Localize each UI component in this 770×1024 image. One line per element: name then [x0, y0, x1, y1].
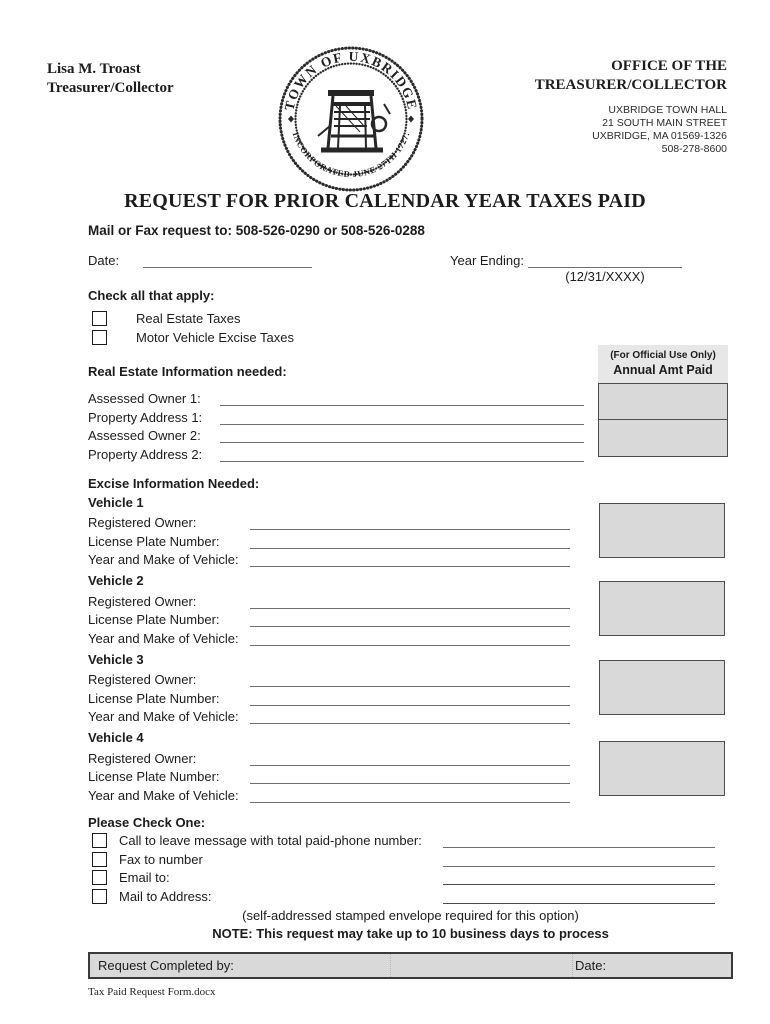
office-address: [427, 104, 727, 156]
property-address2-input-line[interactable]: [220, 461, 584, 462]
year-ending-label: Year Ending:: [450, 253, 524, 268]
field-row: [88, 687, 733, 706]
email-option-checkbox[interactable]: [92, 870, 107, 885]
excise-option-row: [88, 328, 733, 346]
assessed-owner1-input-line[interactable]: [220, 405, 584, 406]
property-address1-input-line[interactable]: [220, 424, 584, 425]
filename-footer: Tax Paid Request Form.docx: [88, 986, 216, 998]
mail-fax-instruction: Mail or Fax request to: 508-526-0290 or 508-526-0288: [88, 223, 425, 238]
date-input-line[interactable]: [143, 267, 312, 268]
real-estate-heading: Real Estate Information needed:: [88, 364, 287, 379]
vehicle4-plate-input-line[interactable]: [250, 783, 570, 784]
registered-owner-label: Registered Owner:: [88, 750, 197, 766]
envelope-note: (self-addressed stamped envelope required for this option): [242, 907, 579, 923]
excise-option-label: Motor Vehicle Excise Taxes: [136, 329, 294, 345]
field-row: [88, 388, 733, 406]
vehicle3-owner-input-line[interactable]: [250, 686, 570, 687]
town-seal: [275, 44, 427, 194]
vehicle4-owner-input-line[interactable]: [250, 765, 570, 766]
field-row: [88, 590, 733, 609]
real-estate-option-row: [88, 309, 733, 327]
field-row: [88, 706, 733, 725]
contact-option-row: [88, 832, 733, 851]
year-make-label: Year and Make of Vehicle:: [88, 552, 239, 568]
vehicle2-title: Vehicle 2: [88, 573, 144, 589]
processing-note: NOTE: This request may take up to 10 business days to process: [212, 925, 609, 941]
request-completed-by-label: Request Completed by:: [98, 957, 234, 973]
date-year-row: [88, 251, 733, 268]
email-input-line[interactable]: [443, 884, 715, 885]
official-use-line1: (For Official Use Only): [610, 350, 716, 361]
license-plate-label: License Plate Number:: [88, 690, 220, 706]
call-option-label: Call to leave message with total paid-phone number:: [119, 833, 422, 849]
vehicle1-group: [88, 494, 733, 568]
contact-option-row: [88, 887, 733, 906]
excise-checkbox[interactable]: [92, 330, 107, 345]
completed-date-label: Date:: [575, 957, 607, 973]
address-line: 508-278-8600: [661, 143, 727, 155]
license-plate-label: License Plate Number:: [88, 612, 220, 628]
field-row: [88, 549, 733, 568]
date-label: Date:: [88, 253, 120, 268]
vehicle1-plate-input-line[interactable]: [250, 548, 570, 549]
mail-option-checkbox[interactable]: [92, 889, 107, 904]
fax-number-input-line[interactable]: [443, 866, 715, 867]
office-block: [427, 57, 727, 194]
please-check-one-heading: Please Check One:: [88, 814, 206, 830]
real-estate-option-label: Real Estate Taxes: [136, 310, 241, 326]
assessed-owner2-input-line[interactable]: [220, 442, 584, 443]
registered-owner-label: Registered Owner:: [88, 672, 197, 688]
vehicle2-plate-input-line[interactable]: [250, 626, 570, 627]
seal-left-star-icon: [288, 116, 294, 123]
vehicle3-title: Vehicle 3: [88, 651, 144, 667]
field-row: [88, 609, 733, 628]
uxbridge-seal-icon: [276, 44, 426, 194]
office-title-line1: OFFICE OF THE: [611, 58, 727, 74]
call-phone-input-line[interactable]: [443, 847, 715, 848]
vehicle4-yearmake-input-line[interactable]: [250, 802, 570, 803]
field-row: [88, 747, 733, 766]
form-body: [88, 222, 733, 979]
contact-name: Lisa M. Troast: [47, 61, 141, 77]
vehicle3-plate-input-line[interactable]: [250, 705, 570, 706]
vehicle4-title: Vehicle 4: [88, 730, 144, 746]
vehicle3-group: [88, 651, 733, 725]
field-row: [88, 669, 733, 688]
svg-text:INCORPORATED JUNE 27TH 1727.: [291, 131, 412, 179]
official-use-line2: Annual Amt Paid: [613, 363, 713, 377]
mail-option-label: Mail to Address:: [119, 888, 212, 904]
vehicle1-yearmake-input-line[interactable]: [250, 566, 570, 567]
field-row: [88, 766, 733, 785]
property-address2-label: Property Address 2:: [88, 446, 203, 462]
vehicle2-group: [88, 572, 733, 646]
address-line: UXBRIDGE TOWN HALL: [608, 104, 727, 116]
vehicle1-owner-input-line[interactable]: [250, 529, 570, 530]
license-plate-label: License Plate Number:: [88, 769, 220, 785]
field-row: [88, 627, 733, 646]
real-estate-checkbox[interactable]: [92, 311, 107, 326]
seal-bottom-text: INCORPORATED JUNE 27TH 1727.: [290, 130, 412, 180]
address-line: UXBRIDGE, MA 01569-1326: [592, 130, 727, 142]
field-row: [88, 406, 733, 424]
mail-address-input-line[interactable]: [443, 903, 715, 904]
bar-divider: [390, 954, 391, 977]
fax-option-checkbox[interactable]: [92, 852, 107, 867]
contact-option-row: [88, 869, 733, 888]
registered-owner-label: Registered Owner:: [88, 593, 197, 609]
contact-option-row: [88, 850, 733, 869]
assessed-owner2-label: Assessed Owner 2:: [88, 428, 201, 444]
request-completed-bar: [88, 952, 733, 979]
office-title-line2: TREASURER/COLLECTOR: [534, 77, 727, 93]
contact-title: Treasurer/Collector: [47, 80, 174, 96]
bar-divider: [572, 954, 573, 977]
contact-block: [47, 60, 275, 194]
vehicle2-owner-input-line[interactable]: [250, 608, 570, 609]
call-option-checkbox[interactable]: [92, 833, 107, 848]
seal-top-text: TOWN OF UXBRIDGE: [281, 48, 421, 112]
property-address1-label: Property Address 1:: [88, 409, 203, 425]
address-line: 21 SOUTH MAIN STREET: [602, 117, 727, 129]
loom-illustration-icon: [318, 90, 390, 150]
page-title: REQUEST FOR PRIOR CALENDAR YEAR TAXES PAID: [124, 190, 646, 212]
year-make-label: Year and Make of Vehicle:: [88, 630, 239, 646]
seal-right-star-icon: [408, 116, 414, 123]
vehicle1-title: Vehicle 1: [88, 494, 144, 510]
field-row: [88, 425, 733, 443]
year-ending-hint: (12/31/XXXX): [565, 269, 645, 284]
letterhead: [0, 0, 770, 194]
fax-option-label: Fax to number: [119, 851, 203, 867]
vehicle4-group: [88, 729, 733, 803]
check-all-heading: Check all that apply:: [88, 288, 215, 303]
field-row: [88, 512, 733, 531]
email-option-label: Email to:: [119, 870, 170, 886]
vehicle2-yearmake-input-line[interactable]: [250, 645, 570, 646]
field-row: [88, 443, 733, 461]
year-make-label: Year and Make of Vehicle:: [88, 787, 239, 803]
excise-heading: Excise Information Needed:: [88, 475, 260, 491]
field-row: [88, 784, 733, 803]
vehicle3-yearmake-input-line[interactable]: [250, 723, 570, 724]
assessed-owner1-label: Assessed Owner 1:: [88, 391, 201, 407]
registered-owner-label: Registered Owner:: [88, 515, 197, 531]
field-row: [88, 530, 733, 549]
license-plate-label: License Plate Number:: [88, 533, 220, 549]
year-make-label: Year and Make of Vehicle:: [88, 709, 239, 725]
